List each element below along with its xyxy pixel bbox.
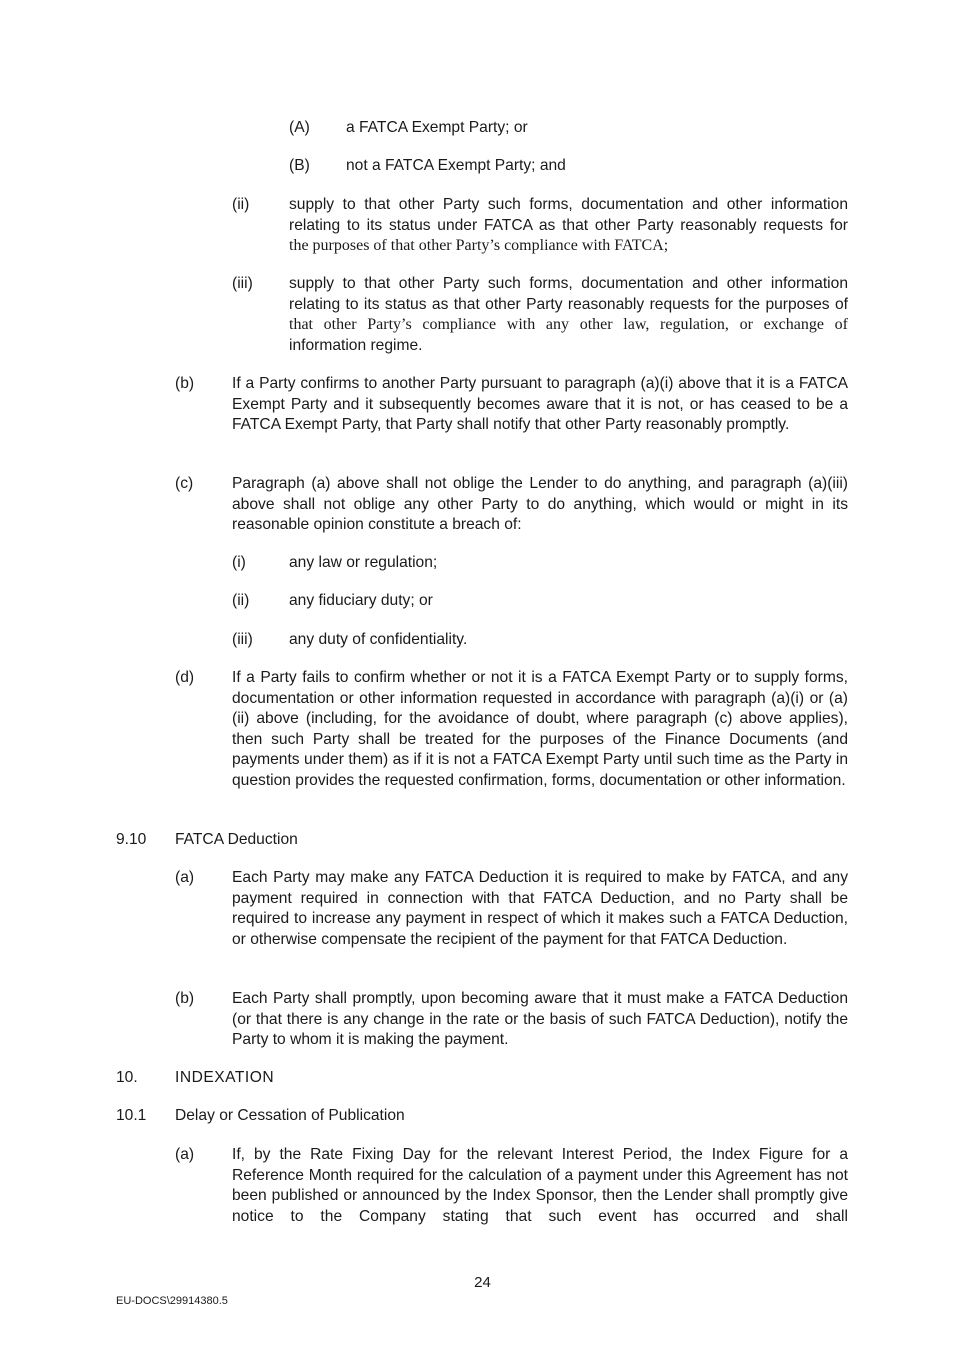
list-item-text: any fiduciary duty; or bbox=[289, 592, 433, 609]
paragraph-text: If a Party confirms to another Party pursuant to paragraph (a)(i) above that it is a FATCA Exempt Party and it subsequently becomes aware that it is not, or has ceased to be a FATCA Exempt Party, that Party shall notify that other Party reasonably promptly. bbox=[232, 375, 848, 433]
document-reference: EU-DOCS\29914380.5 bbox=[116, 1295, 228, 1307]
list-item-label: (ii) bbox=[232, 196, 250, 213]
sub-item-label: (A) bbox=[289, 119, 310, 136]
sub-item-label: (B) bbox=[289, 157, 310, 174]
paragraph-label: (d) bbox=[175, 669, 195, 686]
paragraph-text: Each Party may make any FATCA Deduction it is required to make by FATCA, and any payment required in connection with that FATCA Deduction, and no Party shall be required to increase any payment in respect of which it makes such a FATCA Deduction, or otherwise compensate the recipient of the payment for that FATCA Deduction. bbox=[232, 869, 848, 948]
paragraph-label: (a) bbox=[175, 869, 195, 886]
list-item-label: (iii) bbox=[232, 631, 253, 648]
list-item-text: any law or regulation; bbox=[289, 554, 438, 571]
list-item-text: any duty of confidentiality. bbox=[289, 631, 468, 648]
sub-item-text: a FATCA Exempt Party; or bbox=[346, 119, 528, 136]
list-item-text bbox=[289, 195, 848, 257]
list-item-label: (i) bbox=[232, 554, 246, 571]
section-title: FATCA Deduction bbox=[175, 831, 298, 848]
section-title: Delay or Cessation of Publication bbox=[175, 1107, 405, 1124]
paragraph-label: (c) bbox=[175, 475, 194, 492]
text-line: information regime. bbox=[289, 336, 423, 354]
paragraph-label: (b) bbox=[175, 375, 195, 392]
section-number: 9.10 bbox=[116, 831, 147, 848]
list-item-label: (ii) bbox=[232, 592, 250, 609]
paragraph-label: (b) bbox=[175, 990, 195, 1007]
paragraph-text: Each Party shall promptly, upon becoming aware that it must make a FATCA Deduction (or that there is any change in the rate or the basis of such FATCA Deduction), notify the Party to whom it is making the payment. bbox=[232, 990, 848, 1048]
section-title: INDEXATION bbox=[175, 1069, 275, 1086]
text-line: supply to that other Party such forms, documentation and other information relating to its status under FATCA as that other Party reasonably requests for bbox=[289, 196, 848, 234]
text-line: that other Party’s compliance with any other law, regulation, or exchange of bbox=[289, 316, 848, 333]
text-line: supply to that other Party such forms, documentation and other information relating to its status as that other Party reasonably requests for the purposes of bbox=[289, 275, 848, 313]
paragraph-text: Paragraph (a) above shall not oblige the Lender to do anything, and paragraph (a)(iii) above shall not oblige any other Party to do anything, which would or might in its reasonable opinion constitute a breach of: bbox=[232, 475, 848, 533]
paragraph-text: If a Party fails to confirm whether or not it is a FATCA Exempt Party or to supply forms, documentation or other information requested in accordance with paragraph (a)(i) or (a)(ii) above (including, for the avoidance of doubt, where paragraph (c) above applies), then such Party shall be treated for the purposes of the Finance Documents (and payments under them) as if it is not a FATCA Exempt Party until such time as the Party in question provides the requested confirmation, forms, documentation or other information. bbox=[232, 669, 848, 789]
list-item-text bbox=[289, 274, 848, 356]
paragraph-text: If, by the Rate Fixing Day for the relevant Interest Period, the Index Figure for a Reference Month required for the calculation of a payment under this Agreement has not been published or announced by the Index Sponsor, then the Lender shall promptly give notice to the Company stating that such event has occurred and shall bbox=[232, 1146, 848, 1225]
text-line: the purposes of that other Party’s compliance with FATCA; bbox=[289, 237, 669, 254]
list-item-label: (iii) bbox=[232, 275, 253, 292]
sub-item-text: not a FATCA Exempt Party; and bbox=[346, 157, 566, 174]
paragraph-label: (a) bbox=[175, 1146, 195, 1163]
section-number: 10.1 bbox=[116, 1107, 147, 1124]
section-number: 10. bbox=[116, 1069, 138, 1086]
page-number: 24 bbox=[474, 1274, 491, 1291]
